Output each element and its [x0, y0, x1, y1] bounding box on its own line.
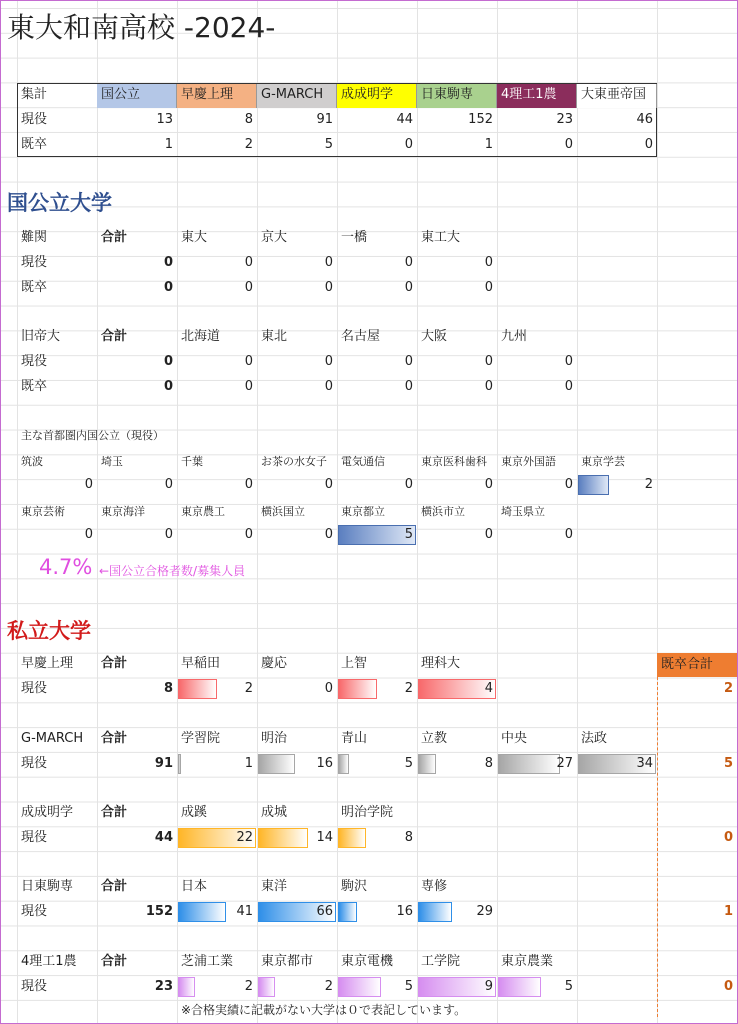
kokuritsu-cell: 0 [404, 279, 413, 295]
shuto-univ-name: 東京学芸 [581, 455, 625, 468]
shiritsu-value: 8 [404, 830, 413, 845]
shuto-value: 0 [484, 527, 493, 542]
shuto-value: 0 [564, 477, 573, 492]
shuto-value: 0 [324, 477, 333, 492]
shiritsu-total-label: 合計 [101, 805, 128, 820]
shiritsu-value: 16 [316, 756, 333, 771]
kokuritsu-cell: 0 [484, 255, 493, 270]
shuto-value: 2 [644, 477, 653, 492]
shuto-univ-name: お茶の水女子 [261, 455, 327, 468]
shiritsu-value: 5 [564, 979, 573, 994]
shiritsu-value: 66 [316, 904, 333, 919]
summary-header-6: 大東亜帝国 [577, 84, 657, 108]
shiritsu-value: 2 [404, 681, 413, 696]
kokuritsu-cell: 0 [404, 354, 413, 369]
shiritsu-univ-name: 芝浦工業 [181, 954, 234, 969]
summary-cell: 0 [644, 136, 653, 152]
shuto-univ-name: 東京都立 [341, 505, 385, 518]
kokuritsu-group2-col: 大阪 [421, 329, 448, 344]
kokuritsu-pass-rate-note: ←国公立合格者数/募集人員 [99, 564, 246, 578]
shiritsu-univ-name: 東京電機 [341, 954, 394, 969]
shiritsu-total-label: 合計 [101, 879, 128, 894]
shiritsu-group-label: 日東駒専 [21, 879, 74, 894]
shiritsu-value: 14 [316, 830, 333, 845]
kokuritsu-cell: 0 [404, 255, 413, 270]
summary-row-label: 現役 [21, 112, 48, 127]
shiritsu-univ-name: 明治学院 [341, 805, 394, 820]
shuto-value: 0 [404, 477, 413, 492]
shiritsu-univ-name: 学習院 [181, 731, 221, 746]
kokuritsu-group2-col: 東北 [261, 329, 288, 344]
kokuritsu-group1-label: 難関 [21, 230, 48, 245]
summary-header-3: 成成明学 [337, 84, 417, 108]
kokuritsu-cell: 0 [484, 378, 493, 394]
kokuritsu-cell: 0 [564, 354, 573, 369]
shiritsu-value: 2 [244, 681, 253, 696]
kokuritsu-cell: 0 [404, 378, 413, 394]
shuto-value: 0 [164, 477, 173, 492]
kisotsu-divider [657, 677, 658, 1017]
kokuritsu-cell: 0 [324, 378, 333, 394]
shuto-value: 0 [84, 477, 93, 492]
summary-header-5: 4理工1農 [497, 84, 577, 108]
kokuritsu-cell: 0 [484, 354, 493, 369]
shiritsu-value: 5 [404, 756, 413, 771]
shiritsu-value: 8 [484, 756, 493, 771]
shuto-univ-name: 東京農工 [181, 505, 225, 518]
kokuritsu-group2-total-label: 合計 [101, 329, 128, 344]
shiritsu-kisotsu-total: 1 [723, 904, 733, 919]
shiritsu-univ-name: 理科大 [421, 656, 461, 671]
kokuritsu-cell: 0 [244, 279, 253, 295]
shiritsu-group-label: 4理工1農 [21, 954, 77, 969]
shuto-value: 0 [324, 527, 333, 542]
shiritsu-univ-name: 立教 [421, 731, 448, 746]
shiritsu-value: 27 [556, 756, 573, 771]
shiritsu-value: 4 [484, 681, 493, 696]
shiritsu-univ-name: 工学院 [421, 954, 461, 969]
shiritsu-total: 23 [154, 979, 173, 994]
shiritsu-value: 2 [244, 979, 253, 994]
shiritsu-value: 9 [484, 979, 493, 994]
kokuritsu-cell: 0 [244, 255, 253, 270]
shiritsu-univ-name: 上智 [341, 656, 368, 671]
shiritsu-total: 8 [163, 681, 173, 696]
summary-header-0: 国公立 [97, 84, 177, 108]
shiritsu-total-label: 合計 [101, 731, 128, 746]
summary-cell: 44 [396, 112, 413, 127]
shiritsu-univ-name: 専修 [421, 879, 448, 894]
kokuritsu-group1-total-label: 合計 [101, 230, 128, 245]
shuto-value: 0 [244, 527, 253, 542]
summary-cell: 91 [316, 112, 333, 127]
shiritsu-univ-name: 法政 [581, 731, 608, 746]
kokuritsu-section-title: 国公立大学 [7, 191, 112, 215]
shiritsu-univ-name: 東京都市 [261, 954, 314, 969]
summary-cell: 8 [244, 112, 253, 127]
shiritsu-total: 91 [154, 756, 173, 771]
kokuritsu-cell: 0 [564, 378, 573, 394]
kokuritsu-group1-col: 一橋 [341, 230, 368, 245]
kokuritsu-total: 0 [163, 354, 173, 369]
summary-header-4: 日東駒専 [417, 84, 497, 108]
kokuritsu-group2-label: 旧帝大 [21, 329, 61, 344]
shiritsu-row-label: 現役 [21, 979, 48, 994]
kokuritsu-group2-col: 九州 [501, 329, 528, 344]
shiritsu-kisotsu-total: 0 [723, 830, 733, 845]
shuto-univ-name: 埼玉県立 [501, 505, 545, 518]
kokuritsu-cell: 0 [324, 279, 333, 295]
kisotsu-total-header: 既卒合計 [657, 653, 738, 677]
shuto-univ-name: 東京海洋 [101, 505, 145, 518]
kokuritsu-group1-col: 東工大 [421, 230, 461, 245]
shiritsu-univ-name: 中央 [501, 731, 528, 746]
shiritsu-group-label: 成成明学 [21, 805, 74, 820]
shuto-univ-name: 東京外国語 [501, 455, 556, 468]
shuto-univ-name: 東京医科歯科 [421, 455, 487, 468]
shiritsu-univ-name: 東京農業 [501, 954, 554, 969]
summary-cell: 1 [164, 136, 173, 152]
summary-cell: 0 [564, 136, 573, 152]
shiritsu-row-label: 現役 [21, 830, 48, 845]
shiritsu-value: 22 [236, 830, 253, 845]
shiritsu-total: 44 [154, 830, 173, 845]
summary-cell: 5 [324, 136, 333, 152]
kokuritsu-total: 0 [163, 255, 173, 270]
shuto-value: 0 [244, 477, 253, 492]
kokuritsu-group2-col: 北海道 [181, 329, 221, 344]
shuto-univ-name: 横浜市立 [421, 505, 465, 518]
summary-cell: 1 [484, 136, 493, 152]
shuto-univ-name: 筑波 [21, 455, 43, 468]
shiritsu-univ-name: 慶応 [261, 656, 288, 671]
page-title: 東大和南高校 -2024- [7, 11, 276, 44]
shuto-value: 0 [164, 527, 173, 542]
shiritsu-value: 16 [396, 904, 413, 919]
shiritsu-total-label: 合計 [101, 656, 128, 671]
summary-cell: 152 [468, 112, 493, 127]
shiritsu-value: 29 [476, 904, 493, 919]
shiritsu-univ-name: 早稲田 [181, 656, 221, 671]
shuto-value: 0 [84, 527, 93, 542]
shiritsu-section-title: 私立大学 [7, 619, 91, 643]
shiritsu-value: 34 [636, 756, 653, 771]
shiritsu-total-label: 合計 [101, 954, 128, 969]
kokuritsu-cell: 0 [324, 255, 333, 270]
shiritsu-total: 152 [145, 904, 173, 919]
summary-header-2: G-MARCH [257, 84, 337, 108]
kokuritsu-row-label: 現役 [21, 255, 48, 270]
summary-label: 集計 [21, 87, 48, 102]
kokuritsu-group2-col: 名古屋 [341, 329, 381, 344]
shuto-univ-name: 千葉 [181, 455, 203, 468]
shiritsu-value: 0 [324, 681, 333, 696]
kokuritsu-total: 0 [163, 279, 173, 295]
shiritsu-row-label: 現役 [21, 756, 48, 771]
kokuritsu-cell: 0 [484, 279, 493, 295]
footnote: ※合格実績に記載がない大学は０で表記しています。 [181, 1003, 467, 1017]
summary-cell: 2 [244, 136, 253, 152]
shiritsu-univ-name: 日本 [181, 879, 208, 894]
shiritsu-univ-name: 成城 [261, 805, 288, 820]
kokuritsu-cell: 0 [324, 354, 333, 369]
shuto-univ-name: 電気通信 [341, 455, 385, 468]
shiritsu-value: 2 [324, 979, 333, 994]
kokuritsu-group1-col: 東大 [181, 230, 208, 245]
summary-cell: 46 [636, 112, 653, 127]
summary-cell: 0 [404, 136, 413, 152]
kokuritsu-row-label: 既卒 [21, 279, 48, 295]
summary-cell: 13 [156, 112, 173, 127]
shiritsu-value: 5 [404, 979, 413, 994]
kokuritsu-row-label: 既卒 [21, 378, 48, 394]
summary-row-label: 既卒 [21, 136, 48, 152]
shuto-value: 0 [484, 477, 493, 492]
kokuritsu-cell: 0 [244, 378, 253, 394]
kokuritsu-shuto-label: 主な首都圏内国公立（現役） [21, 429, 164, 442]
kokuritsu-pass-rate: 4.7% [39, 555, 93, 579]
kokuritsu-total: 0 [163, 378, 173, 394]
summary-cell: 23 [556, 112, 573, 127]
shuto-univ-name: 東京芸術 [21, 505, 65, 518]
shiritsu-value: 41 [236, 904, 253, 919]
kokuritsu-group1-col: 京大 [261, 230, 288, 245]
shiritsu-row-label: 現役 [21, 681, 48, 696]
shiritsu-kisotsu-total: 2 [723, 681, 733, 696]
kokuritsu-cell: 0 [244, 354, 253, 369]
shiritsu-kisotsu-total: 5 [723, 756, 733, 771]
shiritsu-univ-name: 明治 [261, 731, 288, 746]
summary-header-1: 早慶上理 [177, 84, 257, 108]
shuto-value: 0 [564, 527, 573, 542]
shiritsu-univ-name: 青山 [341, 731, 368, 746]
shiritsu-group-label: G-MARCH [21, 731, 84, 746]
shiritsu-row-label: 現役 [21, 904, 48, 919]
shiritsu-value: 1 [244, 756, 253, 771]
shiritsu-univ-name: 東洋 [261, 879, 288, 894]
shuto-univ-name: 埼玉 [101, 455, 123, 468]
shiritsu-univ-name: 駒沢 [341, 879, 368, 894]
shiritsu-kisotsu-total: 0 [723, 979, 733, 994]
shuto-univ-name: 横浜国立 [261, 505, 305, 518]
shiritsu-univ-name: 成蹊 [181, 805, 208, 820]
kokuritsu-row-label: 現役 [21, 354, 48, 369]
shuto-value: 5 [404, 527, 413, 542]
shiritsu-group-label: 早慶上理 [21, 656, 74, 671]
